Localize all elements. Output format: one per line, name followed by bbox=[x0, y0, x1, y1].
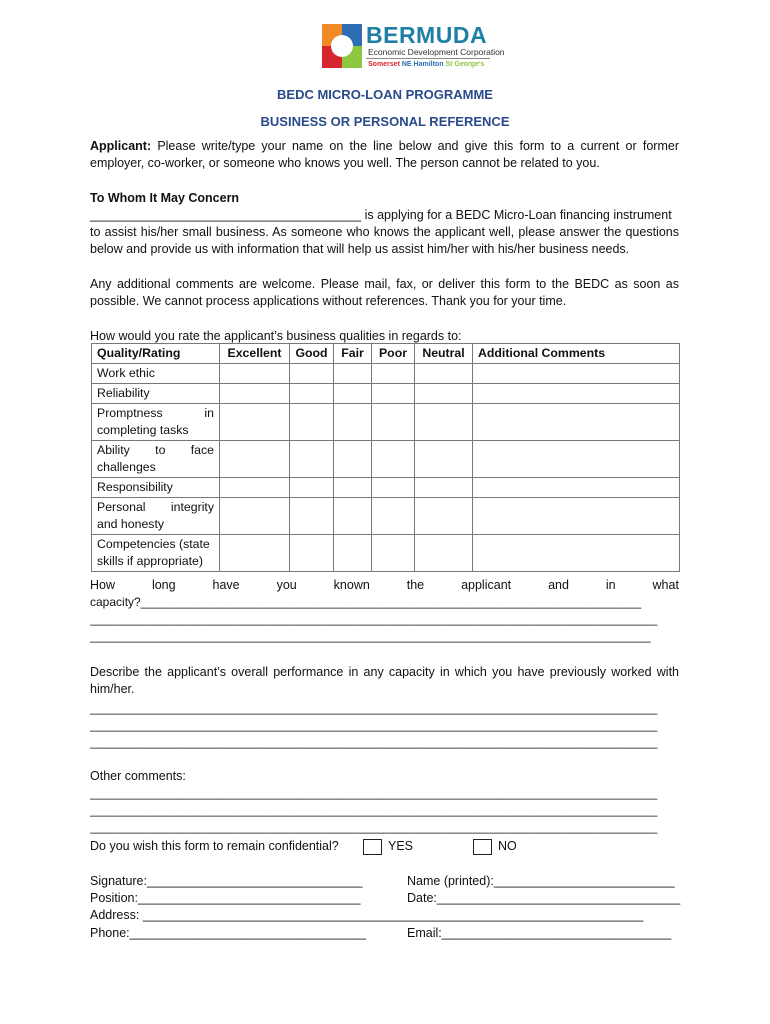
applicant-line-1: Applicant: Please write/type your name on the line below and give this form to a current or former bbox=[90, 139, 679, 153]
header-neutral: Neutral bbox=[415, 344, 473, 364]
performance-answer-line-2[interactable]: _____________________________________________________________________________________ bbox=[90, 718, 658, 732]
rating-table bbox=[91, 343, 680, 572]
comment-cell[interactable] bbox=[473, 384, 680, 404]
bedc-logo bbox=[322, 22, 505, 74]
performance-question-line-2: him/her. bbox=[90, 682, 135, 696]
comment-cell[interactable] bbox=[473, 498, 680, 535]
rating-cell[interactable] bbox=[372, 441, 415, 478]
rating-cell[interactable] bbox=[220, 498, 290, 535]
position-field[interactable]: Position:________________________________ bbox=[90, 891, 361, 905]
quality-label: Personal integrity and honesty bbox=[92, 498, 220, 535]
rating-cell[interactable] bbox=[415, 364, 473, 384]
rating-cell[interactable] bbox=[290, 498, 334, 535]
comments-line-2: possible. We cannot process applications without references. Thank you for your time. bbox=[90, 294, 567, 308]
form-title: BEDC MICRO-LOAN PROGRAMME bbox=[277, 87, 493, 102]
confidential-question: Do you wish this form to remain confidential? bbox=[90, 839, 339, 853]
rating-cell[interactable] bbox=[334, 441, 372, 478]
header-poor: Poor bbox=[372, 344, 415, 364]
rating-cell[interactable] bbox=[334, 478, 372, 498]
comments-line-1: Any additional comments are welcome. Please mail, fax, or deliver this form to the BEDC as soon as bbox=[90, 277, 679, 291]
applicant-line-2: employer, co-worker, or someone who knows you well. The person cannot be related to you. bbox=[90, 156, 600, 170]
table-row bbox=[92, 498, 680, 535]
form-subtitle: BUSINESS OR PERSONAL REFERENCE bbox=[260, 114, 510, 129]
no-label: NO bbox=[498, 839, 517, 853]
quality-label: Ability to face challenges bbox=[92, 441, 220, 478]
known-answer-line-1[interactable]: capacity?___________________________________________________________________________ bbox=[90, 595, 642, 609]
known-question-line-1: How long have you known the applicant and in what bbox=[90, 578, 679, 592]
rating-cell[interactable] bbox=[220, 535, 290, 572]
signature-field[interactable]: Signature:_______________________________ bbox=[90, 874, 363, 888]
known-answer-line-2[interactable]: _____________________________________________________________________________________ bbox=[90, 612, 658, 626]
table-row bbox=[92, 535, 680, 572]
yes-label: YES bbox=[388, 839, 414, 853]
quality-label: Reliability bbox=[92, 384, 220, 404]
table-row bbox=[92, 478, 680, 498]
applicant-name-blank[interactable]: _______________________________________ bbox=[90, 208, 362, 222]
rating-cell[interactable] bbox=[334, 404, 372, 441]
to-whom-line-3: below and provide us with information that will help us assist him/her with his/her business needs. bbox=[90, 242, 630, 256]
rating-cell[interactable] bbox=[220, 384, 290, 404]
rating-cell[interactable] bbox=[372, 498, 415, 535]
rating-cell[interactable] bbox=[290, 384, 334, 404]
table-row bbox=[92, 441, 680, 478]
rating-cell[interactable] bbox=[290, 535, 334, 572]
address-field[interactable]: Address: ________________________________________________________________________ bbox=[90, 908, 644, 922]
performance-answer-line-1[interactable]: _____________________________________________________________________________________ bbox=[90, 701, 658, 715]
rating-header-row bbox=[92, 344, 680, 364]
rating-cell[interactable] bbox=[334, 498, 372, 535]
yes-checkbox[interactable] bbox=[363, 839, 382, 855]
email-field[interactable]: Email:_________________________________ bbox=[407, 926, 672, 940]
rating-cell[interactable] bbox=[220, 441, 290, 478]
comment-cell[interactable] bbox=[473, 441, 680, 478]
rating-cell[interactable] bbox=[372, 535, 415, 572]
rating-cell[interactable] bbox=[220, 364, 290, 384]
name-printed-field[interactable]: Name (printed):__________________________ bbox=[407, 874, 675, 888]
rating-cell[interactable] bbox=[415, 478, 473, 498]
performance-question-line-1: Describe the applicant’s overall performance in any capacity in which you have previously worked with bbox=[90, 665, 679, 679]
rating-cell[interactable] bbox=[415, 404, 473, 441]
quality-label: Promptness in completing tasks bbox=[92, 404, 220, 441]
date-field[interactable]: Date:___________________________________ bbox=[407, 891, 681, 905]
performance-answer-line-3[interactable]: _____________________________________________________________________________________ bbox=[90, 735, 658, 749]
header-additional-comments: Additional Comments bbox=[473, 344, 680, 364]
applicant-label: Applicant: bbox=[90, 139, 152, 153]
phone-field[interactable]: Phone:__________________________________ bbox=[90, 926, 366, 940]
other-comments-line-1[interactable]: _____________________________________________________________________________________ bbox=[90, 786, 658, 800]
logo-tagline: Economic Development Corporation bbox=[368, 47, 505, 57]
rating-cell[interactable] bbox=[334, 364, 372, 384]
rating-cell[interactable] bbox=[372, 384, 415, 404]
rating-cell[interactable] bbox=[415, 535, 473, 572]
table-row bbox=[92, 364, 680, 384]
rating-cell[interactable] bbox=[290, 478, 334, 498]
other-comments-line-3[interactable]: _____________________________________________________________________________________ bbox=[90, 820, 658, 834]
logo-location-1: Somerset bbox=[368, 61, 400, 68]
logo-name: BERMUDA bbox=[366, 22, 488, 48]
comment-cell[interactable] bbox=[473, 535, 680, 572]
logo-location-2: NE Hamilton bbox=[401, 61, 444, 68]
header-good: Good bbox=[290, 344, 334, 364]
logo-location-3: St George's bbox=[445, 61, 485, 68]
comment-cell[interactable] bbox=[473, 478, 680, 498]
other-comments-label: Other comments: bbox=[90, 769, 186, 783]
rating-cell[interactable] bbox=[220, 478, 290, 498]
rating-cell[interactable] bbox=[290, 441, 334, 478]
comment-cell[interactable] bbox=[473, 404, 680, 441]
rating-cell[interactable] bbox=[415, 384, 473, 404]
to-whom-heading: To Whom It May Concern bbox=[90, 191, 240, 205]
quality-label: Competencies (state skills if appropriate) bbox=[92, 535, 220, 572]
quality-label: Work ethic bbox=[92, 364, 220, 384]
to-whom-line-2: to assist his/her small business. As someone who knows the applicant well, please answer the questions bbox=[90, 225, 679, 239]
rating-cell[interactable] bbox=[372, 478, 415, 498]
table-row bbox=[92, 384, 680, 404]
rate-question: How would you rate the applicant’s business qualities in regards to: bbox=[90, 329, 462, 343]
table-row bbox=[92, 404, 680, 441]
rating-cell[interactable] bbox=[415, 498, 473, 535]
header-fair: Fair bbox=[334, 344, 372, 364]
known-answer-line-3[interactable]: ____________________________________________________________________________________ bbox=[90, 629, 651, 643]
rating-cell[interactable] bbox=[334, 535, 372, 572]
rating-cell[interactable] bbox=[372, 404, 415, 441]
no-checkbox[interactable] bbox=[473, 839, 492, 855]
quality-label: Responsibility bbox=[92, 478, 220, 498]
other-comments-line-2[interactable]: _____________________________________________________________________________________ bbox=[90, 803, 658, 817]
rating-cell[interactable] bbox=[415, 441, 473, 478]
rating-cell[interactable] bbox=[290, 364, 334, 384]
header-excellent: Excellent bbox=[220, 344, 290, 364]
rating-cell[interactable] bbox=[290, 404, 334, 441]
rating-cell[interactable] bbox=[220, 404, 290, 441]
header-quality: Quality/Rating bbox=[92, 344, 220, 364]
comment-cell[interactable] bbox=[473, 364, 680, 384]
to-whom-line-1: _______________________________________ is applying for a BEDC Micro-Loan financing instrument bbox=[90, 208, 672, 222]
rating-cell[interactable] bbox=[372, 364, 415, 384]
rating-cell[interactable] bbox=[334, 384, 372, 404]
